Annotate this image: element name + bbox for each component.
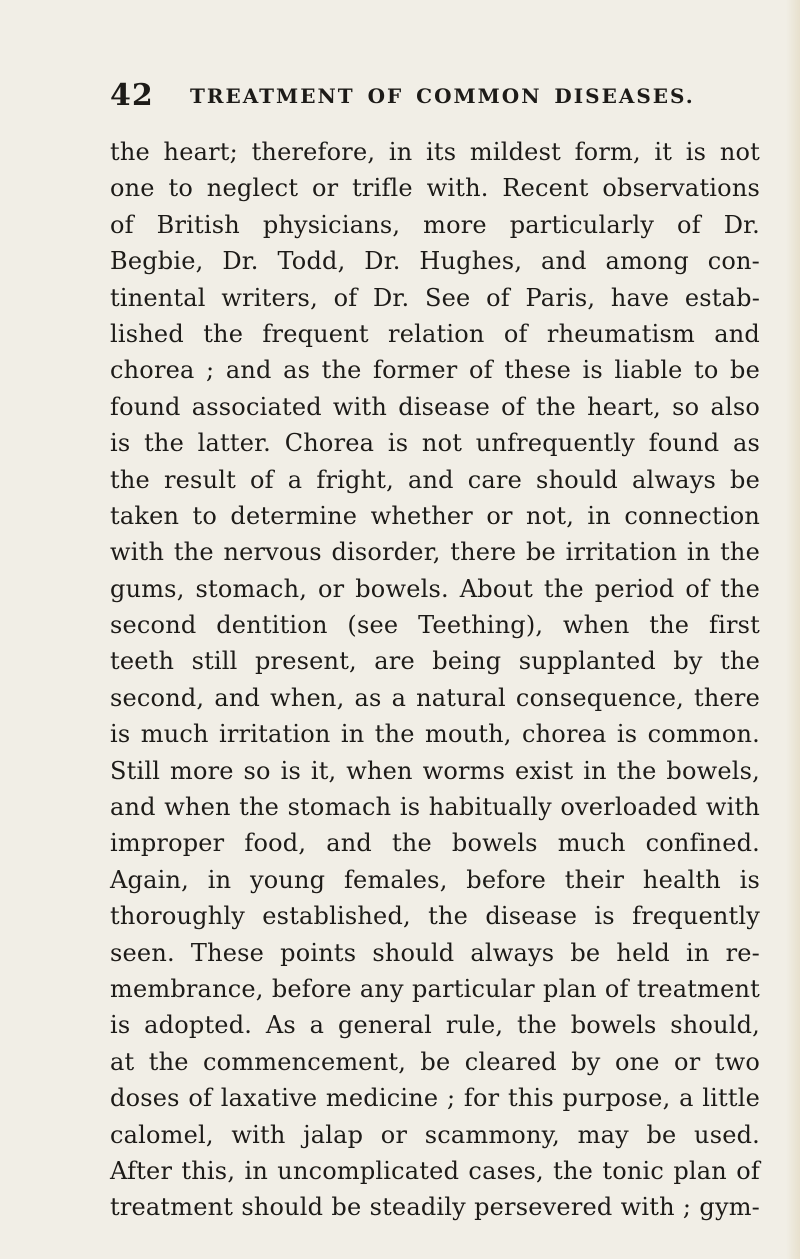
text-line: taken to determine whether or not, in connection	[110, 501, 760, 530]
text-line: membrance, before any particular plan of treatment	[110, 974, 760, 1003]
text-line: Begbie, Dr. Todd, Dr. Hughes, and among con-	[110, 247, 760, 276]
text-line: is much irritation in the mouth, chorea is common.	[110, 720, 760, 749]
page-header	[110, 78, 760, 118]
text-line: seen. These points should always be held in re-	[110, 938, 760, 967]
text-line: chorea ; and as the former of these is liable to be	[110, 356, 760, 385]
page-edge-shadow	[786, 0, 800, 1259]
text-line: improper food, and the bowels much confined.	[110, 829, 760, 858]
text-line: calomel, with jalap or scammony, may be used.	[110, 1120, 760, 1149]
text-line: gums, stomach, or bowels. About the period of the	[110, 574, 760, 603]
text-line: lished the frequent relation of rheumatism and	[110, 319, 760, 348]
text-line: the heart; therefore, in its mildest form, it is not	[110, 138, 760, 166]
text-line: second dentition (see Teething), when the first	[110, 611, 760, 640]
text-line: one to neglect or trifle with. Recent observations	[110, 174, 760, 203]
text-line: found associated with disease of the heart, so also	[110, 392, 760, 421]
page-number: 42	[110, 78, 154, 113]
text-line: of British physicians, more particularly of Dr.	[110, 210, 760, 239]
text-line: teeth still present, are being supplanted by the	[110, 647, 760, 676]
text-line: at the commencement, be cleared by one or two	[110, 1047, 760, 1076]
body-text	[110, 134, 760, 1226]
text-line: Still more so is it, when worms exist in the bowels,	[110, 756, 760, 785]
text-line: After this, in uncomplicated cases, the tonic plan of	[110, 1156, 760, 1185]
text-line: is adopted. As a general rule, the bowels should,	[110, 1011, 760, 1040]
text-line: thoroughly established, the disease is frequently	[110, 902, 760, 931]
running-head: TREATMENT OF COMMON DISEASES.	[190, 84, 695, 108]
text-line: Again, in young females, before their health is	[110, 865, 760, 894]
text-line: the result of a fright, and care should always be	[110, 465, 760, 494]
text-line: treatment should be steadily persevered with ; gym-	[110, 1193, 760, 1222]
text-line: tinental writers, of Dr. See of Paris, have estab-	[110, 283, 760, 312]
text-line: second, and when, as a natural consequence, there	[110, 683, 760, 712]
text-line: is the latter. Chorea is not unfrequently found as	[110, 429, 760, 458]
text-line: with the nervous disorder, there be irritation in the	[110, 538, 760, 567]
text-line: doses of laxative medicine ; for this purpose, a little	[110, 1084, 760, 1113]
text-line: and when the stomach is habitually overloaded with	[110, 793, 760, 822]
